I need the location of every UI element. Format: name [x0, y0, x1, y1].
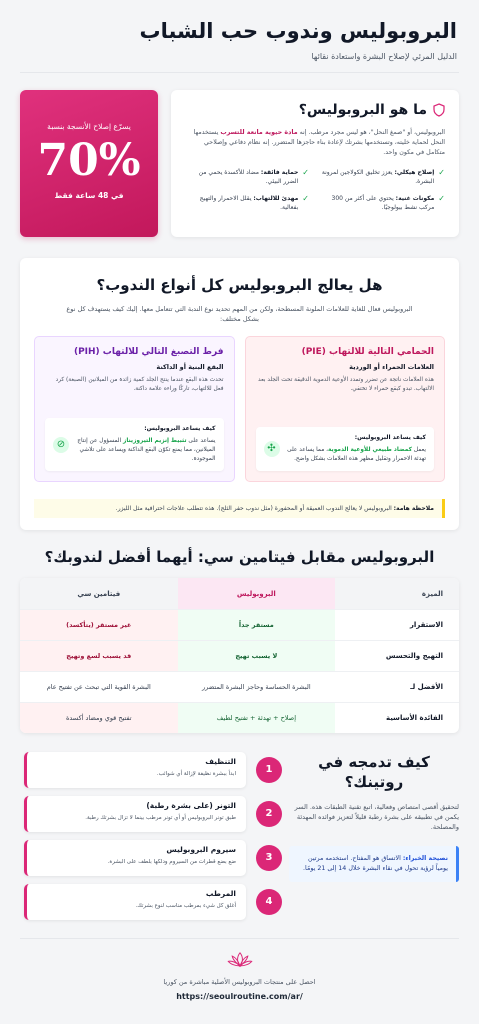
- scars-title: هل يعالج البروبوليس كل أنواع الندوب؟: [96, 276, 383, 294]
- feature-desc: يحتوي على أكثر من 300 مركب نشط بيولوجيًا.: [331, 195, 435, 211]
- help-part: ، مما يساعد على تهدئة الاحمرار وتقليل مظهر هذه العلامات بشكل واضح.: [287, 447, 426, 462]
- pih-help-desc: [75, 437, 216, 464]
- check-icon: ✓: [302, 194, 309, 203]
- scar-types-card: [20, 258, 459, 530]
- help-part: المسؤول عن إنتاج الميلانين، مما يمنع تكوّن البقع الداكنة ويساعد على تلاشي الموجودة.: [77, 438, 216, 462]
- pih-subtitle: البقع البنية أو الداكنة: [156, 363, 224, 371]
- footer-link[interactable]: https://seoulroutine.com/ar/: [176, 992, 303, 1001]
- page-subtitle: الدليل المرئي لإصلاح البشرة واستعادة نقائها: [311, 52, 457, 61]
- header: [22, 18, 457, 61]
- stat-caption: يسرّع إصلاح الأنسجة بنسبة: [47, 122, 131, 131]
- footer-text: احصل على منتجات البروبوليس الأصلية مباشرة من كوريا: [163, 978, 316, 986]
- pie-description: هذه العلامات ناتجة عن تضرر وتمدد الأوعية الدموية الدقيقة تحت الجلد بعد الالتهاب. تبدو كبقع حمراء لا تختفي.: [258, 377, 434, 392]
- tip-label: نصيحة الخبراء:: [402, 855, 448, 862]
- step-number: 3: [256, 845, 282, 871]
- check-icon: ✓: [302, 168, 309, 177]
- step-title: المرطب: [205, 889, 236, 898]
- row-propolis: مستقر جداً: [178, 610, 336, 640]
- feature-item: [321, 168, 445, 186]
- step-desc: أغلق كل شيء بمرطب مناسب لنوع بشرتك.: [135, 903, 236, 909]
- comparison-table: [20, 578, 459, 733]
- table-row: [20, 671, 459, 702]
- table-row: [20, 609, 459, 640]
- important-note: [34, 499, 445, 518]
- row-feature: التهيج والتحسس: [385, 652, 443, 660]
- step-title: التنظيف: [205, 757, 236, 766]
- check-icon: ✓: [438, 168, 445, 177]
- pih-help-text: [75, 425, 216, 464]
- step-title: التونر (على بشرة رطبة): [146, 801, 236, 810]
- step-card: [24, 884, 246, 920]
- feature-item: [321, 194, 445, 212]
- pih-box: [34, 336, 235, 482]
- header-divider: [20, 72, 459, 73]
- routine-title: كيف تدمجه في روتينك؟: [318, 753, 430, 791]
- header-vitamin-c: فيتامين سي: [77, 589, 121, 598]
- table-row: [20, 640, 459, 671]
- pie-subtitle: العلامات الحمراء أو الوردية: [349, 363, 434, 371]
- stat-sub: في 48 ساعة فقط: [54, 191, 124, 200]
- what-title: ما هو البروبوليس؟: [298, 102, 427, 118]
- scars-intro: البروبوليس فعال للغاية للعلامات الملونة المسطحة، ولكن من المهم تحديد نوع الندبة التي تتعامل معها. إليك كيف يستهدف كل نوع بشكل مختلف:: [66, 305, 413, 323]
- help-part: يعمل: [412, 447, 426, 453]
- step-number: 2: [256, 801, 282, 827]
- routine-step: [20, 884, 282, 920]
- step-number: 1: [256, 757, 282, 783]
- note-text: البروبوليس لا يعالج الندوب العميقة أو المحفورة (مثل ندوب حفر الثلج). هذه تتطلب علاجات احترافية مثل الليزر.: [115, 505, 394, 512]
- pie-help-box: [256, 427, 435, 471]
- stat-value: 70%: [37, 135, 141, 186]
- feature-text: [185, 168, 298, 186]
- note-label: ملاحظة هامة:: [393, 505, 434, 512]
- step-desc: طبق تونر البروبوليس أو أي تونر مرطب بينما لا تزال بشرتك رطبة.: [85, 815, 236, 821]
- pih-help-box: [45, 418, 224, 471]
- pie-help-title: كيف يساعد البروبوليس:: [354, 434, 426, 441]
- shield-icon: [433, 103, 445, 117]
- feature-item: [185, 194, 309, 212]
- feature-text: [321, 168, 434, 186]
- help-bold: كمضاد طبيعي للأوعية الدموية: [328, 447, 412, 453]
- what-desc-highlight: مادة حيوية مانعة للتسرب: [220, 129, 298, 136]
- routine-description: لتحقيق أقصى امتصاص وفعالية، اتبع تقنية الطبقات هذه. السر يكمن في تطبيقه على بشرة رطبة قليلاً لتعزيز فوائده المهدئة والمصلحة.: [294, 803, 459, 831]
- step-number: 4: [256, 889, 282, 915]
- pie-help-desc: [286, 446, 427, 464]
- pih-help-title: كيف يساعد البروبوليس:: [144, 425, 216, 432]
- step-desc: ضع بضع قطرات من السيروم ودلكها بلطف على البشرة.: [107, 859, 236, 865]
- pie-help-text: [286, 434, 427, 464]
- routine-step: [20, 796, 282, 832]
- sparkle-icon: ✣: [264, 441, 280, 457]
- feature-title: مهدئ للالتهاب:: [253, 195, 299, 202]
- pie-box: [245, 336, 446, 482]
- feature-title: إصلاح هيكلي:: [394, 169, 435, 176]
- what-desc-part: البروبوليس، أو "صمغ النحل"، هو ليس مجرد مرطب. إنه: [297, 129, 445, 136]
- row-vitamin-c: قد يسبب لسع وتهيج: [20, 641, 178, 671]
- feature-desc: مضاد للأكسدة يحمي من الضرر البيئي.: [198, 169, 299, 185]
- table-row: [20, 702, 459, 733]
- header-feature: الميزة: [421, 589, 443, 598]
- row-propolis: البشرة الحساسة وحاجز البشرة المتضرر: [178, 672, 336, 702]
- routine-step: [20, 752, 282, 788]
- help-bold: تثبيط إنزيم التيروزيناز: [123, 438, 187, 444]
- row-propolis: إصلاح + تهدئة + تفتيح لطيف: [178, 703, 336, 733]
- row-feature: الاستقرار: [409, 621, 443, 629]
- header-propolis: البروبوليس: [178, 578, 336, 609]
- row-propolis: لا يسبب تهيج: [178, 641, 336, 671]
- help-part: يساعد على: [186, 438, 216, 444]
- row-vitamin-c: غير مستقر (يتأكسد): [20, 610, 178, 640]
- block-icon: ⊘: [53, 437, 69, 453]
- row-feature: الفائدة الأساسية: [385, 714, 443, 722]
- feature-list: [185, 168, 445, 212]
- check-icon: ✓: [438, 194, 445, 203]
- comparison-title: البروبوليس مقابل فيتامين سي: أيهما أفضل لندوبك؟: [44, 548, 435, 566]
- footer: [0, 950, 479, 1001]
- step-card: [24, 796, 246, 832]
- step-card: [24, 752, 246, 788]
- what-is-propolis-card: [171, 90, 459, 237]
- tip-text: الاتساق هو المفتاح. استخدمه مرتين يومياً لرؤية تحول في نقاء البشرة خلال 14 إلى 21 يومًا.: [303, 855, 448, 872]
- what-title-row: [185, 102, 445, 118]
- routine-steps: [20, 752, 282, 928]
- pie-title: الحمامي التالية للالتهاب (PIE): [301, 347, 434, 357]
- row-vitamin-c: تفتيح قوي ومضاد أكسدة: [20, 703, 178, 733]
- feature-text: [185, 194, 298, 212]
- step-desc: ابدأ ببشرة نظيفة لإزالة أي شوائب.: [156, 771, 236, 777]
- stat-box: [20, 90, 158, 237]
- feature-item: [185, 168, 309, 186]
- expert-tip: [289, 846, 459, 882]
- feature-text: [321, 194, 434, 212]
- step-title: سيروم البروبوليس: [166, 845, 236, 854]
- feature-title: حماية فائقة:: [260, 169, 299, 176]
- row-feature: الأفضل لـ: [410, 683, 443, 691]
- pih-title: فرط التصبغ التالي للالتهاب (PIH): [73, 347, 224, 357]
- footer-divider: [20, 938, 459, 939]
- feature-desc: يعزز تخليق الكولاجين لمرونة البشرة.: [321, 169, 435, 185]
- pih-description: تحدث هذه البقع عندما ينتج الجلد كمية زائدة من الميلانين (الصبغة) كرد فعل للالتهاب، تاركًا وراءه علامة داكنة.: [55, 377, 224, 392]
- scar-types-row: [34, 336, 445, 482]
- step-card: [24, 840, 246, 876]
- routine-step: [20, 840, 282, 876]
- what-description: [185, 128, 445, 158]
- lotus-icon: [227, 950, 253, 970]
- page-title: البروبوليس وندوب حب الشباب: [139, 19, 457, 43]
- row-vitamin-c: البشرة القوية التي تبحث عن تفتيح عام: [20, 672, 178, 702]
- what-desc-part: يستخدمها النحل لحماية خليته، وتستخدمها بشرتك لإعادة بناء حاجزها المتضرر. إنه نظام دفاعي وإصلاحي متكامل في مكون واحد.: [193, 129, 445, 156]
- feature-desc: يقلل الاحمرار والتهيج بفعالية.: [199, 195, 299, 211]
- table-header-row: [20, 578, 459, 609]
- feature-title: مكونات غنية:: [395, 195, 435, 202]
- routine-intro: [289, 752, 459, 882]
